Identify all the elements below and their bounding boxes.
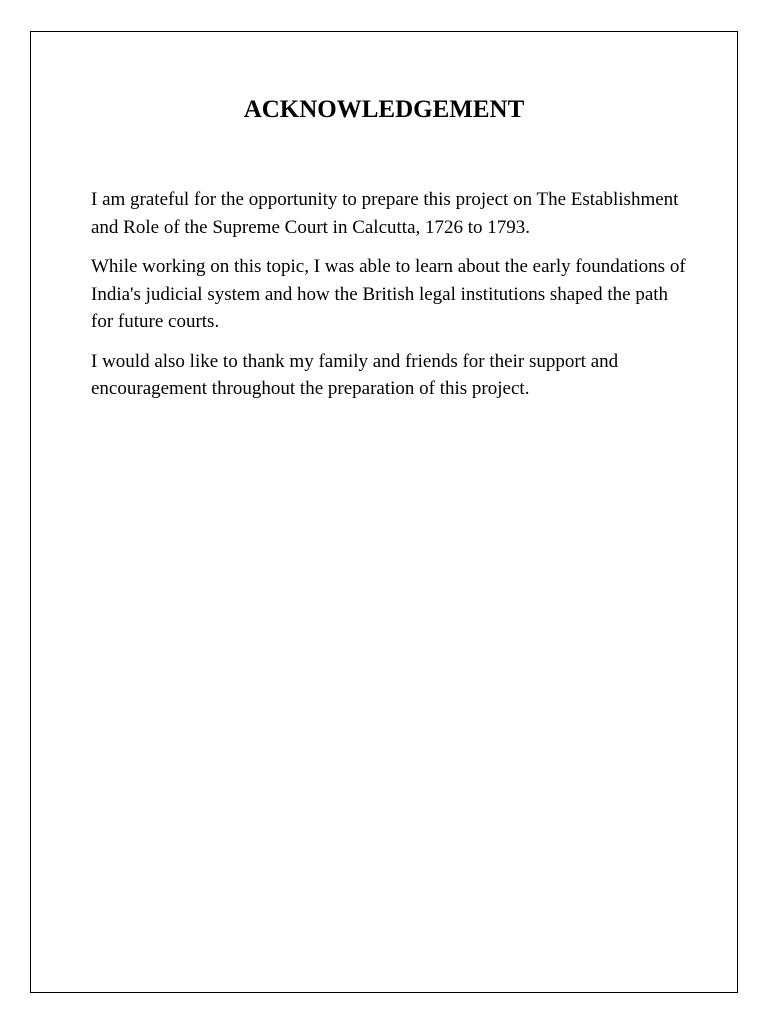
paragraph-gratitude: I am grateful for the opportunity to prepare this project on The Establishment and Role of the Supreme Court in Calcutta, 1726 to 1793.: [91, 189, 679, 238]
page-border: [30, 31, 738, 993]
page-title: ACKNOWLEDGEMENT: [243, 96, 525, 123]
paragraph-thanks: I would also like to thank my family and friends for their support and encouragement throughout the preparation of this project.: [91, 350, 619, 399]
paragraph-learning: While working on this topic, I was able to learn about the early foundations of India's judicial system and how the British legal institutions shaped the path for future courts.: [91, 256, 686, 332]
acknowledgement-body: [91, 186, 691, 415]
